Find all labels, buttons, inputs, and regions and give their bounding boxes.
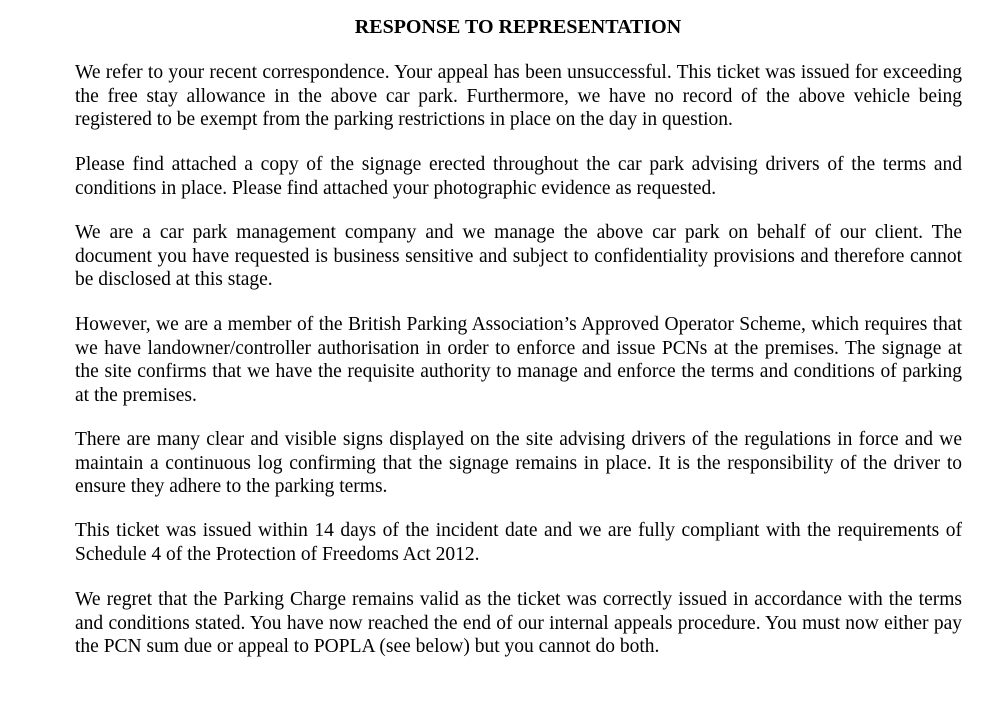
paragraph-bpa-membership: However, we are a member of the British Parking Association’s Approved Operator Scheme, which requires that we have landowner/controller authorisation in order to enforce and issue PCNs at the premises. The signage at the site confirms that we have the requisite authority to manage and enforce the terms and conditions of parking at the premises. [75, 314, 962, 406]
paragraph-signage-attached: Please find attached a copy of the signage erected throughout the car park advising drivers of the terms and conditions in place. Please find attached your photographic evidence as requested. [75, 154, 962, 199]
paragraph-appeal-unsuccessful: We refer to your recent correspondence. Your appeal has been unsuccessful. This ticket was issued for exceeding the free stay allowance in the above car park. Furthermore, we have no record of the above vehicle being registered to be exempt from the parking restrictions in place on the day in question. [75, 62, 962, 130]
paragraph-confidentiality: We are a car park management company and we manage the above car park on behalf of our client. The document you have requested is business sensitive and subject to confidentiality provisions and therefore cannot be disclosed at this stage. [75, 222, 962, 290]
paragraph-signs-displayed: There are many clear and visible signs displayed on the site advising drivers of the regulations in force and we maintain a continuous log confirming that the signage remains in place. It is the responsibility of the driver to ensure they adhere to the parking terms. [75, 429, 962, 497]
paragraph-charge-valid: We regret that the Parking Charge remains valid as the ticket was correctly issued in accordance with the terms and conditions stated. You have now reached the end of our internal appeals procedure. You must now either pay the PCN sum due or appeal to POPLA (see below) but you cannot do both. [75, 589, 962, 657]
paragraph-compliance: This ticket was issued within 14 days of the incident date and we are fully compliant with the requirements of Schedule 4 of the Protection of Freedoms Act 2012. [75, 520, 962, 565]
document-title: RESPONSE TO REPRESENTATION [354, 16, 682, 38]
